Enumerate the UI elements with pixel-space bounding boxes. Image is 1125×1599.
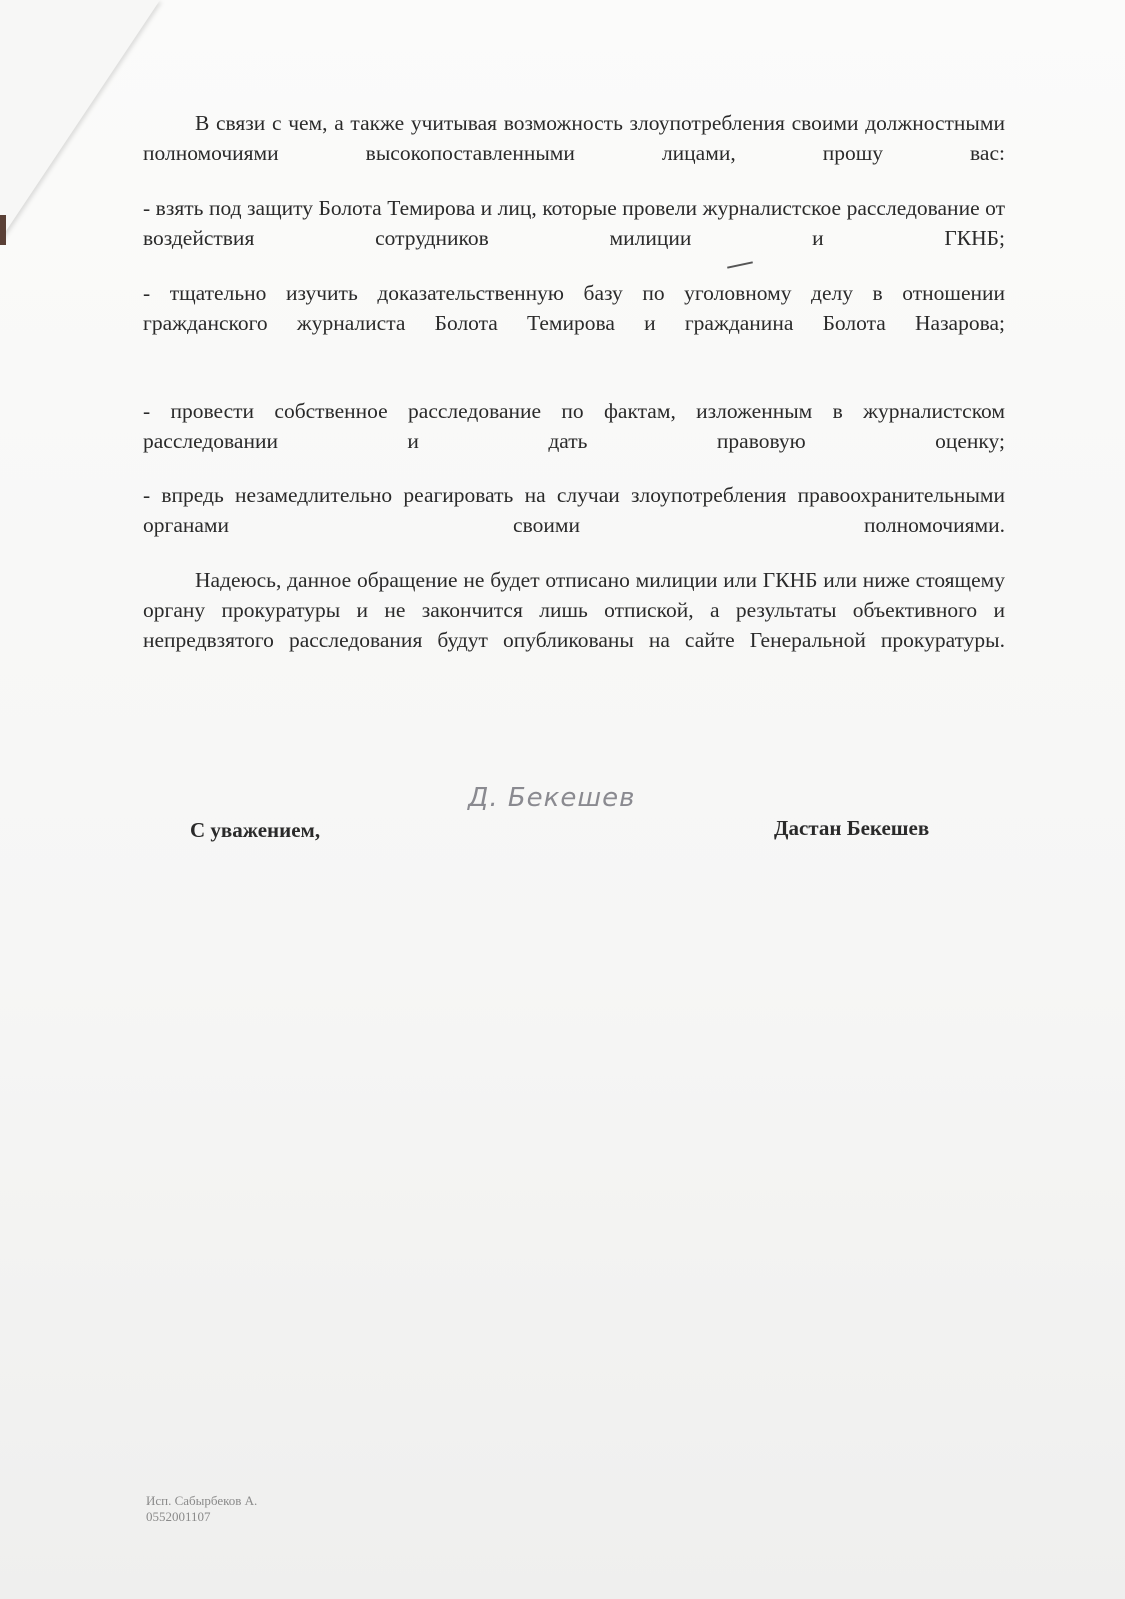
intro-paragraph: В связи с чем, а также учитывая возможность злоупотребления своими должностными полномочиями высокопоставленными лицами, прошу вас: bbox=[143, 111, 1005, 165]
pen-mark bbox=[727, 261, 753, 268]
executor-info bbox=[146, 1493, 257, 1525]
handwritten-signature: Д. Бекешев bbox=[468, 783, 636, 813]
request-item: - тщательно изучить доказательственную базу по уголовному делу в отношении гражданского журналиста Болота Темирова и гражданина Болота Назарова; bbox=[143, 281, 1005, 335]
signer-name: Дастан Бекешев bbox=[774, 816, 930, 840]
executor-phone: 0552001107 bbox=[146, 1509, 211, 1524]
request-item: - провести собственное расследование по фактам, изложенным в журналистском расследовании и дать правовую оценку; bbox=[143, 399, 1005, 453]
folded-corner bbox=[0, 0, 160, 240]
request-item: - впредь незамедлительно реагировать на случаи злоупотребления правоохранительными органами своими полномочиями. bbox=[143, 483, 1005, 537]
salutation: С уважением, bbox=[190, 818, 321, 842]
closing-paragraph: Надеюсь, данное обращение не будет отписано милиции или ГКНБ или ниже стоящему органу прокуратуры и не закончится лишь отпиской, а результаты объективного и непредвзятого расследования будут опубликованы на сайте Генеральной прокуратуры. bbox=[143, 568, 1005, 652]
request-item: - взять под защиту Болота Темирова и лиц, которые провели журналистское расследование от воздействия сотрудников милиции и ГКНБ; bbox=[143, 196, 1005, 250]
background-edge bbox=[0, 215, 6, 245]
executor-name: Исп. Сабырбеков А. bbox=[146, 1493, 258, 1508]
